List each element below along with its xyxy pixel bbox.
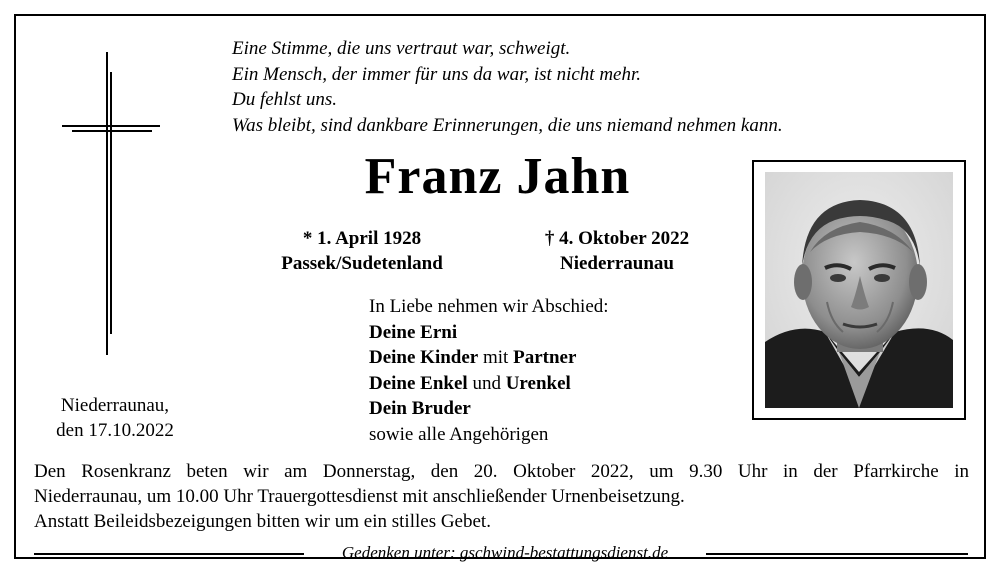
mourner-grandchildren-label: Deine Enkel: [369, 372, 468, 394]
poem-line: Du fehlst uns.: [232, 89, 338, 110]
mourner-conjunction: und: [467, 372, 506, 394]
mourners-list: [369, 294, 609, 447]
poem-line: Was bleibt, sind dankbare Erinnerungen, die uns niemand nehmen kann.: [232, 114, 783, 136]
poem-line: Eine Stimme, die uns vertraut war, schweigt.: [232, 38, 571, 59]
notice-place: Niederraunau,: [60, 395, 170, 416]
deceased-name: Franz Jahn: [364, 148, 631, 205]
birth-place: Passek/Sudetenland: [281, 253, 443, 274]
death-date: † 4. Oktober 2022: [544, 228, 690, 249]
birth-date: * 1. April 1928: [302, 228, 422, 249]
mourner-grandchildren: [369, 371, 609, 397]
mourner-children-label: Deine Kinder: [369, 347, 479, 368]
portrait-frame: [752, 160, 966, 420]
footer-rule: [34, 553, 304, 555]
death-info: [512, 226, 722, 276]
footer-rule: [706, 553, 968, 555]
memorial-poem: [232, 36, 783, 138]
mourner-conjunction: mit: [478, 347, 514, 368]
memorial-website-link[interactable]: Gedenken unter: gschwind-bestattungsdienst.de: [341, 543, 669, 562]
mourner-great-grandchildren-label: Urenkel: [505, 372, 571, 394]
death-place: Niederraunau: [560, 253, 674, 274]
service-line: Niederraunau, um 10.00 Uhr Trauergottesdienst mit anschließender Urnenbeisetzung.: [34, 486, 685, 507]
notice-date: den 17.10.2022: [56, 420, 174, 441]
service-info: [34, 459, 969, 534]
condolence-request: Anstatt Beileidsbezeigungen bitten wir um ein stilles Gebet.: [34, 511, 491, 532]
mourner-spouse: Deine Erni: [369, 321, 458, 343]
poem-line: Ein Mensch, der immer für uns da war, ist nicht mehr.: [232, 63, 642, 85]
birth-info: [257, 226, 467, 276]
farewell-intro: In Liebe nehmen wir Abschied:: [369, 296, 609, 317]
mourner-brother: Dein Bruder: [369, 398, 471, 419]
mourner-relatives: sowie alle Angehörigen: [369, 423, 549, 445]
place-and-date: [0, 393, 230, 443]
mourner-partner-label: Partner: [513, 347, 577, 368]
service-line: Den Rosenkranz beten wir am Donnerstag, den 20. Oktober 2022, um 9.30 Uhr in der Pfarrkirche in: [34, 461, 969, 482]
portrait-photo: [765, 172, 953, 408]
mourner-children: [369, 345, 609, 371]
